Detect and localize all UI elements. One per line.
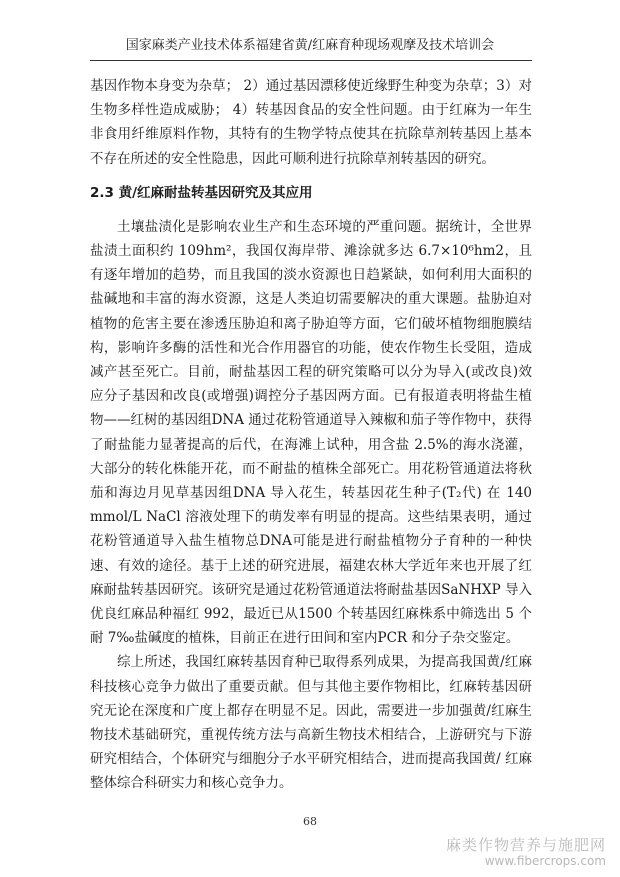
body-text: [90, 74, 532, 796]
watermark: [446, 836, 606, 868]
paragraph-2: 土壤盐渍化是影响农业生产和生态环境的严重问题。据统计，全世界盐渍土面积约 109hm²，我国仅海岸带、滩涂就多达 6.7×10⁶hm2，且有逐年增加的趋势，而且我国的淡水资源也日趋紧缺，如何利用大面积的盐碱地和丰富的海水资源，这是人类迫切需要解决的重大课题。盐胁迫对植物的危害主要在渗透压胁迫和离子胁迫等方面，它们破坏植物细胞膜结构，影响许多酶的活性和光合作用器官的功能，使农作物生长受阻，造成减产甚至死亡。目前，耐盐基因工程的研究策略可以分为导入(或改良)效应分子基因和改良(或增强)调控分子基因两方面。已有报道表明将盐生植物——红树的基因组DNA 通过花粉管通道导入辣椒和茄子等作物中，获得了耐盐能力显著提高的后代，在海滩上试种，用含盐 2.5%的海水浇灌，大部分的转化株能开花，而不耐盐的植株全部死亡。用花粉管通道法将秋茄和海边月见草基因组DNA 导入花生，转基因花生种子(T₂代) 在 140 mmol/L NaCl 溶液处理下的萌发率有明显的提高。这些结果表明，通过花粉管通道导入盐生植物总DNA可能是进行耐盐植物分子育种的一种快速、有效的途径。基于上述的研究进展，福建农林大学近年来也开展了红麻耐盐转基因研究。该研究是通过花粉管通道法将耐盐基因SaNHXP 导入优良红麻品种福红 992，最近已从1500 个转基因红麻株系中筛选出 5 个耐 7‰盐碱度的植株，目前正在进行田间和室内PCR 和分子杂交鉴定。: [90, 218, 532, 647]
section-heading: 2.3 黄/红麻耐盐转基因研究及其应用: [90, 184, 313, 201]
paragraph-3: 综上所述，我国红麻转基因育种已取得系列成果，为提高我国黄/红麻科技核心竞争力做出了重要贡献。但与其他主要作物相比，红麻转基因研究无论在深度和广度上都存在明显不足。因此，需要进一步加强黄/红麻生物技术基础研究，重视传统方法与高新生物技术相结合，上游研究与下游研究相结合，个体研究与细胞分子水平研究相结合，进而提高我国黄/ 红麻整体综合科研实力和核心竞争力。: [90, 654, 532, 792]
header-divider: [90, 60, 532, 61]
running-header: 国家麻类产业技术体系福建省黄/红麻育种现场观摩及技术培训会: [125, 38, 495, 53]
watermark-title: 麻类作物营养与施肥网: [445, 836, 606, 854]
watermark-url: www.fibercrops.com: [484, 854, 606, 868]
paragraph-1: 基因作物本身变为杂草； 2）通过基因漂移使近缘野生种变为杂草；3）对生物多样性造成威胁； 4）转基因食品的安全性问题。由于红麻为一年生非食用纤维原料作物，其特有的生物学特点使其在抗除草剂转基因上基本不存在所述的安全性隐患，因此可顺利进行抗除草剂转基因的研究。: [90, 78, 532, 167]
page-number: 68: [303, 815, 317, 828]
